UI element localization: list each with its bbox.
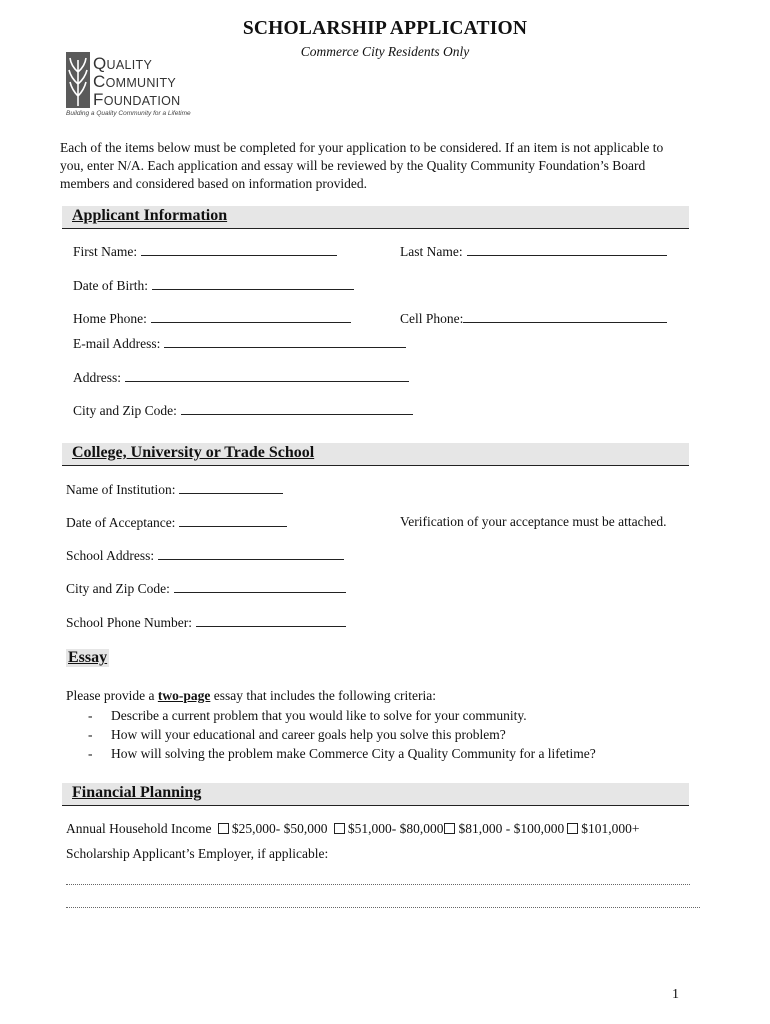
section-college: [62, 443, 689, 466]
employer-label: Scholarship Applicant’s Employer, if applicable:: [66, 846, 329, 861]
cell-phone-field[interactable]: Cell Phone:: [400, 310, 667, 327]
intro-text: Each of the items below must be completed for your application to be considered. If an item is not applicable to you, enter N/A. Each application and essay will be reviewed by the Quality Community Foundation’s Board members and considered based on information provided.: [60, 140, 664, 191]
section-applicant-information: [62, 206, 689, 229]
employer-line-1[interactable]: [66, 884, 690, 885]
section-heading: Financial Planning: [72, 784, 202, 801]
income-option-2-checkbox[interactable]: [334, 823, 345, 834]
institution-field[interactable]: Name of Institution:: [66, 481, 283, 498]
verification-note: Verification of your acceptance must be attached.: [400, 514, 667, 529]
income-option-3-checkbox[interactable]: [444, 823, 455, 834]
school-city-zip-field[interactable]: City and Zip Code:: [66, 580, 346, 597]
section-heading: Applicant Information: [72, 207, 228, 224]
logo-line-community: COMMUNITY: [93, 72, 177, 91]
income-option-1-checkbox[interactable]: [218, 823, 229, 834]
income-option-4-checkbox[interactable]: [567, 823, 578, 834]
essay-instructions: Please provide a two-page essay that includes the following criteria:: [66, 688, 437, 703]
first-name-field[interactable]: First Name:: [73, 243, 337, 260]
section-financial-planning: [62, 783, 689, 806]
section-essay-heading: Essay: [68, 649, 108, 666]
foundation-logo: [66, 52, 196, 122]
logo-line-quality: QUALITY: [93, 54, 153, 73]
wheat-sheaf-icon: [66, 52, 90, 108]
page-title: SCHOLARSHIP APPLICATION: [242, 18, 528, 39]
logo-line-foundation: FOUNDATION: [93, 90, 181, 109]
list-item: - How will your educational and career goals help you solve this problem?: [88, 727, 506, 742]
household-income-row: Annual Household Income $25,000- $50,000 $51,000- $80,000 $81,000 - $100,000 $101,000+: [66, 821, 640, 836]
list-item: - Describe a current problem that you would like to solve for your community.: [88, 708, 527, 723]
list-item: - How will solving the problem make Commerce City a Quality Community for a lifetime?: [88, 746, 596, 761]
email-field[interactable]: E-mail Address:: [73, 335, 406, 352]
page-subtitle: Commerce City Residents Only: [300, 44, 470, 59]
page-number: 1: [672, 987, 679, 1002]
logo-tagline: Building a Quality Community for a Lifetime: [66, 110, 191, 117]
last-name-field[interactable]: Last Name:: [400, 243, 667, 260]
date-of-birth-field[interactable]: Date of Birth:: [73, 277, 354, 294]
city-zip-field[interactable]: City and Zip Code:: [73, 402, 413, 419]
employer-line-2[interactable]: [66, 907, 700, 908]
school-address-field[interactable]: School Address:: [66, 547, 344, 564]
address-field[interactable]: Address:: [73, 369, 409, 386]
acceptance-date-field[interactable]: Date of Acceptance:: [66, 514, 287, 531]
section-heading: College, University or Trade School: [72, 444, 315, 461]
school-phone-field[interactable]: School Phone Number:: [66, 614, 346, 631]
home-phone-field[interactable]: Home Phone:: [73, 310, 351, 327]
